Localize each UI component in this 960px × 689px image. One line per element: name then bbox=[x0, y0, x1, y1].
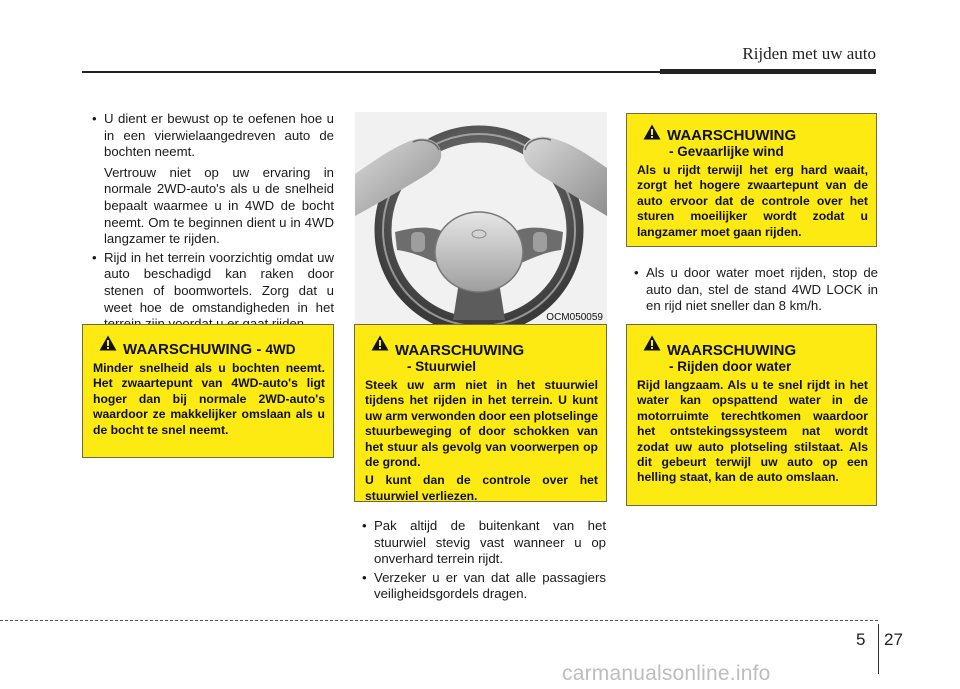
steering-wheel-figure bbox=[355, 112, 607, 326]
warning-triangle-icon bbox=[643, 124, 661, 140]
warning-body: Minder snelheid als u bochten neemt. Het zwaartepunt van 4WD-auto's ligt hoger dan bij normale 2WD-auto's waardoor ze makkelijker omslaan als u de bocht te snel neemt. bbox=[93, 361, 325, 437]
warning-subtitle: - Rijden door water bbox=[669, 359, 792, 374]
warning-body: Als u rijdt terwijl het erg hard waait, zorgt het hogere zwaartepunt van de auto ervoor dat de controle over het sturen moeilijker wordt zodat u langzamer moet gaan rijden. bbox=[637, 163, 868, 239]
bullet-continuation: Vertrouw niet op uw ervaring in normale 2WD-auto's als u de snelheid bepaalt waarmee u in 4WD de bocht neemt. Om te beginnen dient u in 4WD langzamer te rijden. bbox=[104, 164, 334, 247]
bullet-item: • Pak altijd de buitenkant van het stuurwiel stevig vast wanneer u op onverhard terrein rijdt. bbox=[362, 518, 606, 567]
bullet-dot: • bbox=[92, 111, 97, 126]
figure-code: OCM050059 bbox=[546, 312, 603, 323]
warning-subtitle: - Gevaarlijke wind bbox=[669, 144, 784, 159]
bullet-dot: • bbox=[362, 569, 367, 585]
warning-box-water bbox=[626, 324, 877, 506]
chapter-number: 5 bbox=[856, 630, 866, 649]
warning-box-wind bbox=[626, 113, 877, 247]
warning-triangle-icon bbox=[99, 335, 117, 351]
warning-triangle-icon bbox=[643, 335, 661, 351]
warning-title: WAARSCHUWING bbox=[667, 342, 797, 359]
header-rule-accent bbox=[660, 69, 876, 74]
page-number: 27 bbox=[884, 630, 903, 649]
warning-title: WAARSCHUWING bbox=[667, 127, 797, 144]
page-number-divider bbox=[878, 624, 879, 674]
warning-heading bbox=[395, 333, 524, 374]
warning-box-stuurwiel bbox=[354, 324, 607, 502]
bullet-dot: • bbox=[92, 249, 97, 265]
bullet-dot: • bbox=[362, 518, 367, 533]
right-column bbox=[626, 265, 878, 317]
warning-box-4wd bbox=[82, 324, 334, 458]
warning-triangle-icon bbox=[371, 335, 389, 351]
warning-title: WAARSCHUWING - 4WD bbox=[123, 341, 296, 358]
left-column bbox=[84, 111, 334, 335]
warning-subtitle: - Stuurwiel bbox=[407, 359, 477, 374]
warning-body: Rijd langzaam. Als u te snel rijdt in het water kan opspattend water in de motorruimte terechtkomen waardoor het ontstekingssysteem nat wordt zodat uw auto plotseling stilstaat. Als dit gebeurt terwijl uw auto op een helling staat, kan de auto omslaan. bbox=[637, 378, 868, 485]
bullet-item: • Als u door water moet rijden, stop de auto dan, stel de stand 4WD LOCK in en rijd niet sneller dan 8 km/h. bbox=[634, 265, 878, 314]
bullet-item: • Verzeker u er van dat alle passagiers veiligheidsgordels dragen. bbox=[362, 569, 606, 602]
watermark: carmanualsonline.info bbox=[562, 662, 771, 685]
warning-body: Steek uw arm niet in het stuurwiel tijdens het rijden in het terrein. U kunt uw arm verwonden door een plotselinge stuurbeweging of door schokken van het stuur als gevolg van voorwerpen op de grond. U kunt dan de controle over het stuurwiel verliezen. bbox=[365, 378, 598, 503]
bullet-item: • Rijd in het terrein voorzichtig omdat uw auto beschadigd kan raken door stenen of boomwortels. Zorg dat u weet hoe de omstandigheden in het bbox=[92, 249, 334, 315]
warning-heading bbox=[667, 122, 796, 159]
steering-wheel-illustration bbox=[355, 112, 607, 326]
footer-rule bbox=[0, 620, 878, 621]
middle-column bbox=[354, 518, 606, 605]
warning-title: WAARSCHUWING bbox=[395, 342, 525, 359]
bullet-dot: • bbox=[634, 265, 639, 280]
bullet-item: • U dient er bewust op te oefenen hoe u in een vierwielaangedreven auto de bochten neemt. bbox=[92, 111, 334, 160]
warning-heading bbox=[667, 333, 796, 374]
section-title: Rijden met uw auto bbox=[742, 44, 876, 63]
